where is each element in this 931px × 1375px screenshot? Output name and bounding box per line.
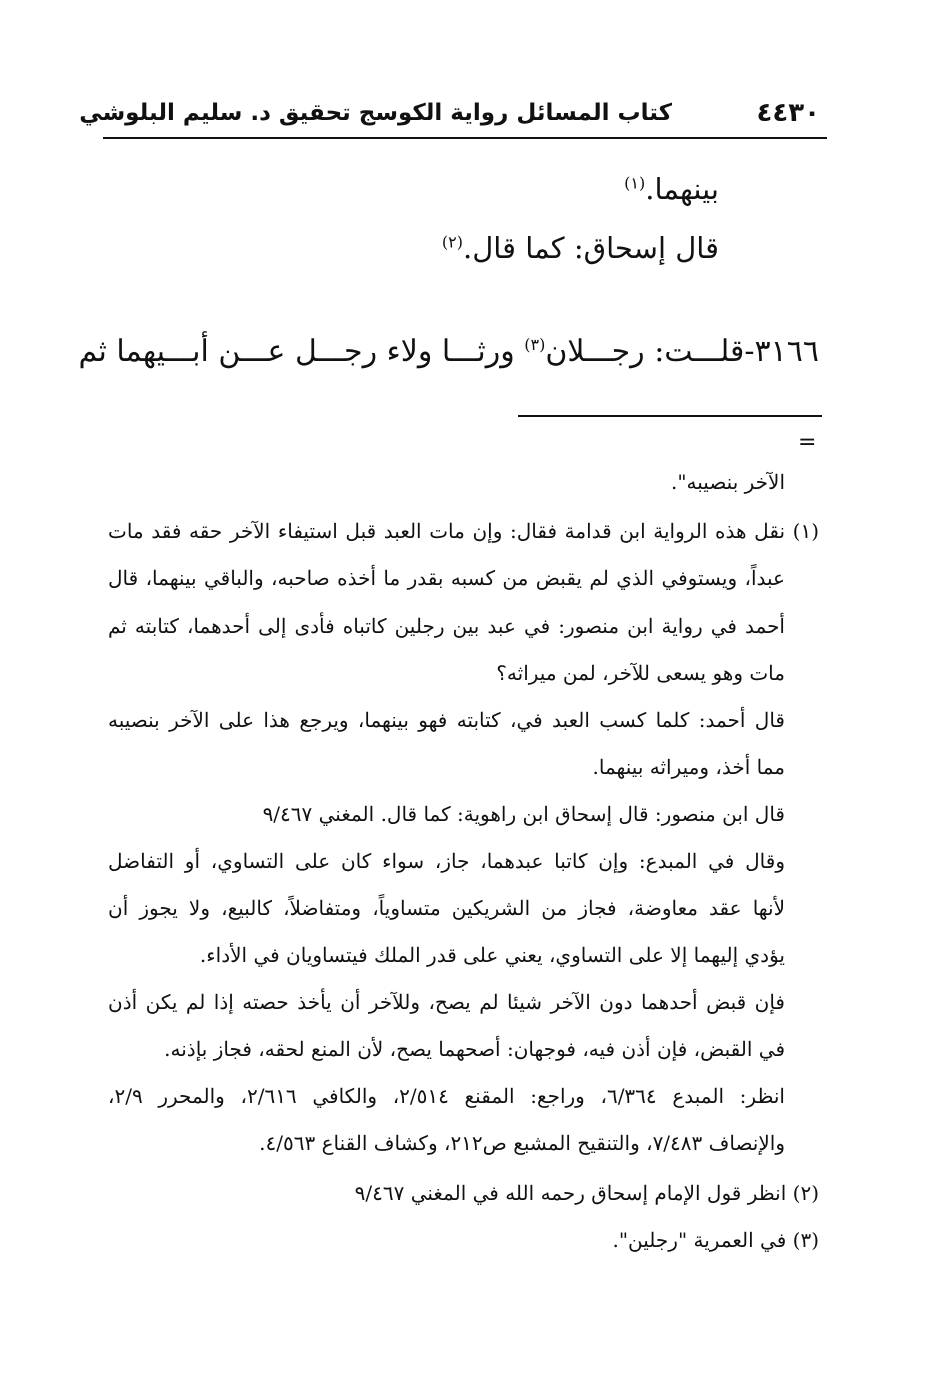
main-text-line-2: [442, 231, 719, 265]
footnote-ref: (٢): [441, 232, 463, 252]
footnote-line: الآخر بنصيبه".: [670, 470, 785, 494]
footnote-line: قال ابن منصور: قال إسحاق ابن راهوية: كما قال. المغني ٩/٤٦٧: [262, 802, 785, 826]
footnote-line: يؤدي إليهما إلا على التساوي، يعني على قدر الملك فيتساويان في الأداء.: [199, 943, 785, 967]
footnote-line: مات وهو يسعى للآخر، لمن ميراثه؟: [496, 661, 785, 685]
footnote-line: (٢) انظر قول الإمام إسحاق رحمه الله في المغني ٩/٤٦٧: [354, 1181, 819, 1205]
footnote-line: (١) نقل هذه الرواية ابن قدامة فقال: وإن مات العبد قبل استيفاء الآخر حقه فقد مات: [108, 519, 819, 543]
question-line: [78, 334, 819, 369]
footnote-line: قال أحمد: كلما كسب العبد في، كتابته فهو بينهما، ويرجع هذا على الآخر بنصيبه: [108, 708, 785, 732]
footnote-ref: (٣): [524, 335, 546, 354]
footnote-line: في القبض، فإن أذن فيه، فوجهان: أصحهما يصح، لأن المنع لحقه، فجاز بإذنه.: [164, 1037, 785, 1061]
footnote-separator: [518, 415, 822, 417]
running-title: كتاب المسائل رواية الكوسج تحقيق د. سليم البلوشي: [79, 100, 672, 126]
footnote-line: انظر: المبدع ٦/٣٦٤، وراجع: المقنع ٢/٥١٤، والكافي ٢/٦١٦، والمحرر ٢/٩،: [108, 1084, 785, 1108]
footnote-line: مما أخذ، وميراثه بينهما.: [592, 755, 785, 779]
footnote-ref: (١): [624, 173, 646, 193]
footnote-line: والإنصاف ٧/٤٨٣، والتنقيح المشبع ص٢١٢، وكشاف القناع ٤/٥٦٣.: [259, 1131, 785, 1155]
question-text-end: ورثـــا ولاء رجـــل عـــن أبـــيهما ثم: [78, 334, 525, 369]
page-number: ٤٤٣٠: [756, 98, 820, 128]
main-text: قال إسحاق: كما قال.: [462, 231, 719, 265]
header-rule: [103, 137, 827, 139]
main-text: بينهما.: [645, 172, 719, 206]
question-text-start: ٣١٦٦-قلـــت: رجـــلان: [545, 334, 819, 369]
footnote-continuation-marker: =: [798, 430, 817, 455]
footnote-line: أحمد في رواية ابن منصور: في عبد بين رجلين كاتباه فأدى إلى أحدهما، كتابته ثم: [108, 614, 785, 638]
footnote-line: عبداً، ويستوفي الذي لم يقبض من كسبه بقدر ما أخذه صاحبه، والباقي بينهما، قال: [108, 566, 785, 590]
footnote-line: وقال في المبدع: وإن كاتبا عبدهما، جاز، سواء كان على التساوي، أو التفاضل: [108, 849, 785, 873]
footnote-line: (٣) في العمرية "رجلين".: [612, 1228, 819, 1252]
main-text-line-1: [624, 172, 719, 206]
footnote-line: فإن قبض أحدهما دون الآخر شيئا لم يصح، وللآخر أن يأخذ حصته إذا لم يكن أذن: [108, 990, 785, 1014]
footnote-line: لأنها عقد معاوضة، فجاز من الشريكين متساوياً، ومتفاضلاً، كالبيع، ولا يجوز أن: [108, 896, 785, 920]
page-header: [79, 96, 830, 136]
